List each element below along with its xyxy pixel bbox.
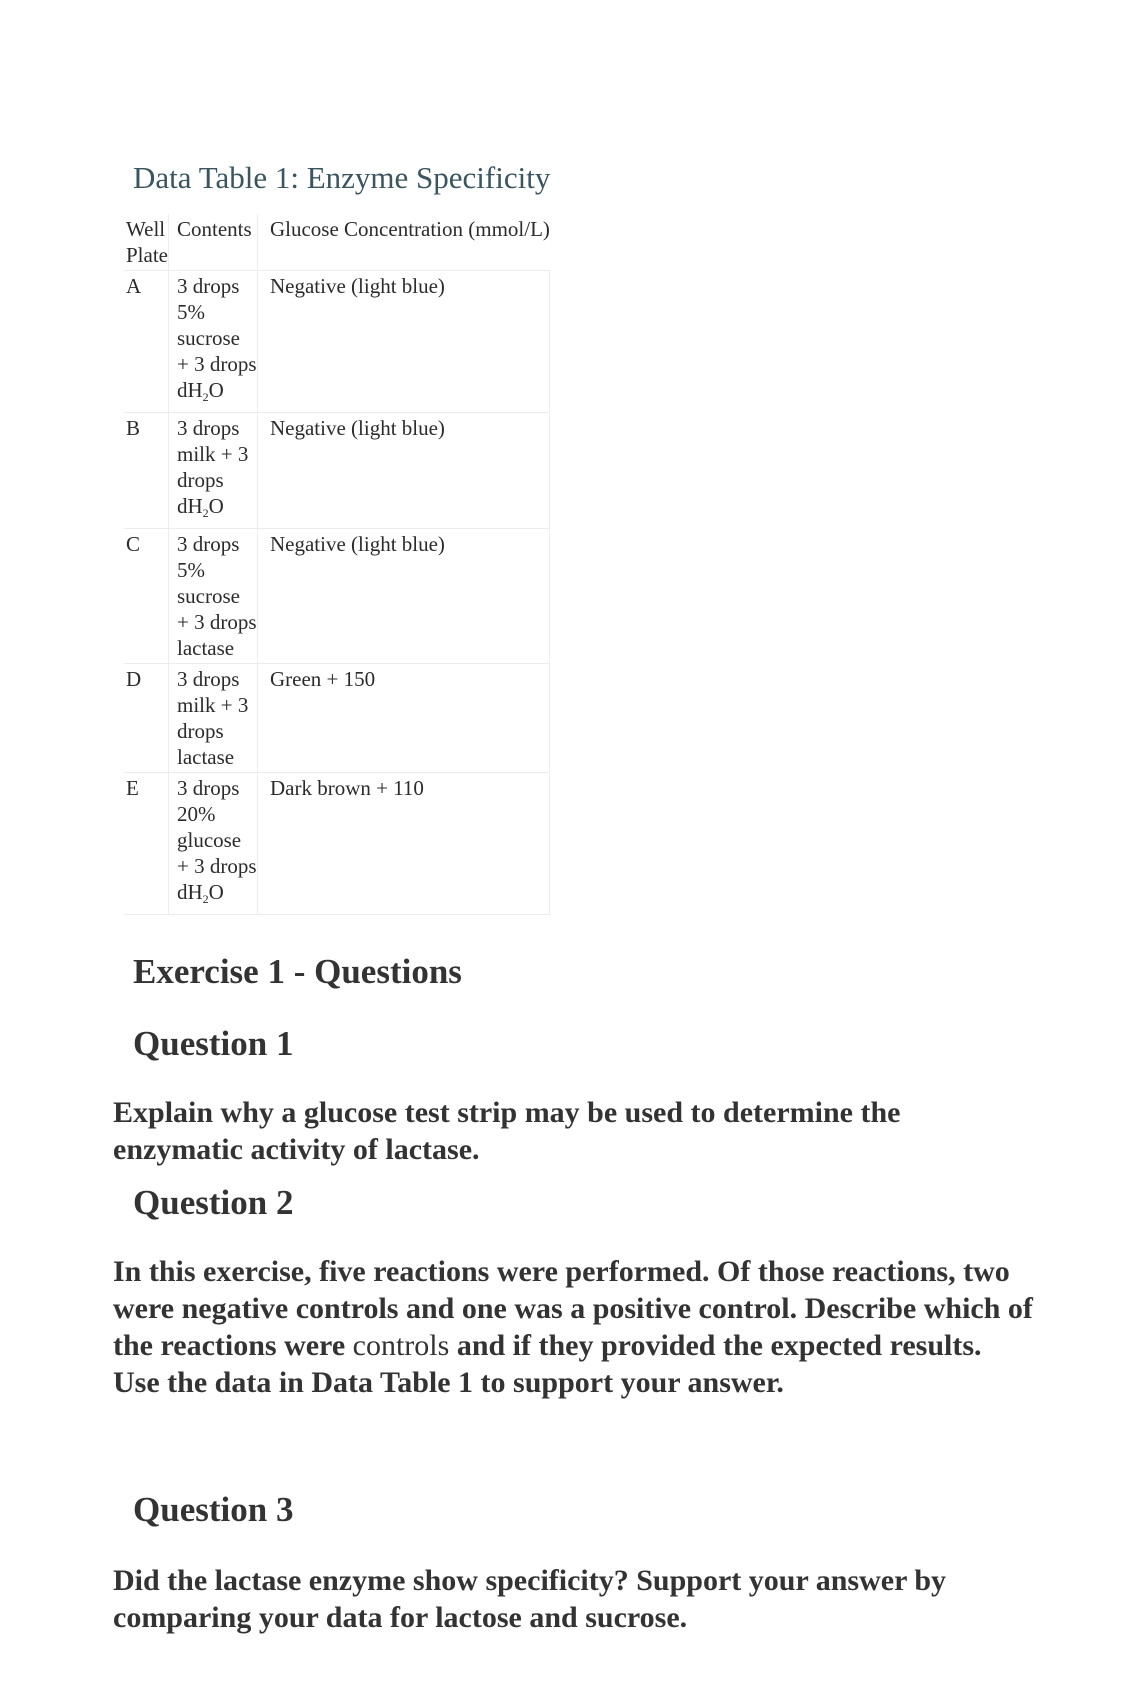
table-header-row — [124, 214, 550, 271]
header-well-plate: Well Plate — [124, 214, 168, 271]
contents-text: 3 drops 5% sucrose + 3 drops dH — [176, 274, 257, 402]
contents-text: 3 drops 20% glucose + 3 drops dH — [176, 776, 257, 904]
table-title: Data Table 1: Enzyme Specificity — [133, 160, 551, 195]
well-cell: B — [124, 413, 168, 529]
header-contents: Contents — [168, 214, 257, 271]
contents-text-end: O — [208, 494, 224, 518]
question-2-heading: Question 2 — [133, 1183, 294, 1222]
contents-cell — [168, 664, 257, 773]
contents-cell — [168, 529, 257, 664]
contents-text-end: O — [208, 378, 224, 402]
contents-text: 3 drops milk + 3 drops lactase — [176, 667, 249, 769]
question-2-text-b: and if they provided the expected results. Use the data in Data Table 1 to support your answer. — [113, 1329, 982, 1399]
question-2-text — [113, 1253, 1033, 1401]
table-row — [124, 773, 550, 915]
table-row — [124, 271, 550, 413]
header-glucose-concentration: Glucose Concentration (mmol/L) — [257, 214, 549, 271]
glucose-cell: Negative (light blue) — [257, 529, 549, 664]
contents-cell — [168, 413, 257, 529]
table-row — [124, 664, 550, 773]
question-3-text: Did the lactase enzyme show specificity? Support your answer by comparing your data for lactose and sucrose. — [113, 1564, 947, 1634]
subscript: 2 — [202, 390, 209, 404]
question-2-text-a: In this exercise, five reactions were performed. Of those reactions, two were negative controls and one was a positive control. Describe which of the reactions were — [113, 1255, 1033, 1362]
well-cell: D — [124, 664, 168, 773]
well-cell: A — [124, 271, 168, 413]
glucose-cell: Negative (light blue) — [257, 271, 549, 413]
question-1-heading: Question 1 — [133, 1024, 294, 1063]
well-cell: C — [124, 529, 168, 664]
contents-cell — [168, 773, 257, 915]
glucose-cell: Dark brown + 110 — [257, 773, 549, 915]
question-1-text: Explain why a glucose test strip may be used to determine the enzymatic activity of lactase. — [113, 1096, 901, 1166]
contents-cell — [168, 271, 257, 413]
contents-text: 3 drops 5% sucrose + 3 drops lactase — [176, 532, 257, 660]
enzyme-specificity-table — [124, 214, 550, 915]
contents-text: 3 drops milk + 3 drops dH — [176, 416, 249, 518]
subscript: 2 — [202, 506, 209, 520]
glucose-cell: Green + 150 — [257, 664, 549, 773]
question-2-text-controls: controls — [352, 1329, 450, 1362]
subscript: 2 — [202, 892, 209, 906]
exercise-title: Exercise 1 - Questions — [133, 952, 462, 991]
table-row — [124, 529, 550, 664]
well-cell: E — [124, 773, 168, 915]
table-row — [124, 413, 550, 529]
question-3-heading: Question 3 — [133, 1490, 294, 1529]
contents-text-end: O — [208, 880, 224, 904]
glucose-cell: Negative (light blue) — [257, 413, 549, 529]
